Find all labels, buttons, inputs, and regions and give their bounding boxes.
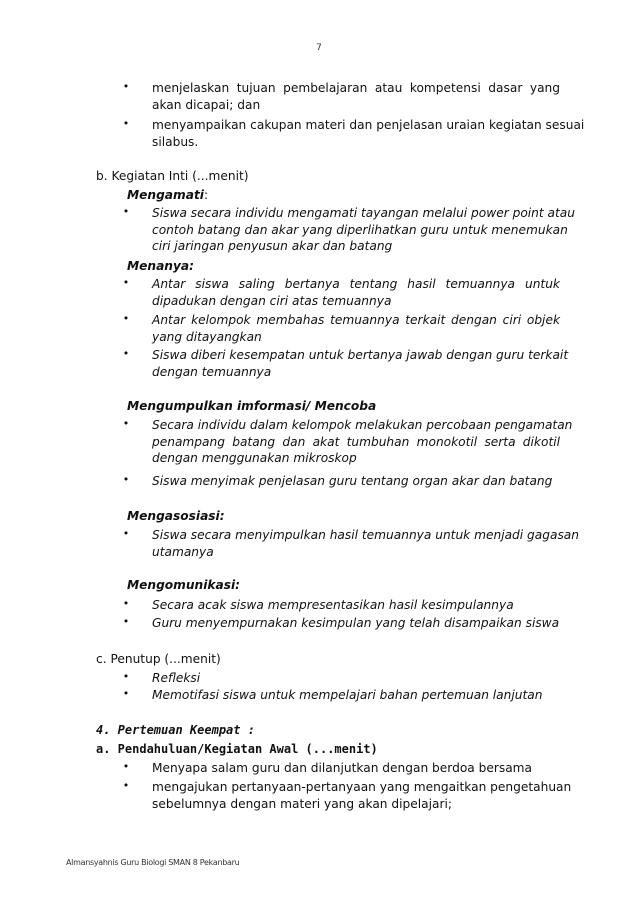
list-item-line: Secara acak siswa mempresentasikan hasil kesimpulannya — [152, 598, 514, 612]
list-item-line: Guru menyempurnakan kesimpulan yang telah disampaikan siswa — [152, 616, 560, 630]
pertemuan-heading: 4. Pertemuan Keempat : — [96, 723, 255, 737]
sub-heading-mengasosiasi: Mengasosiasi: — [127, 509, 225, 523]
list-item-line: Memotifasi siswa untuk mempelajari bahan pertemuan lanjutan — [152, 688, 543, 702]
bullet-icon: • — [122, 687, 130, 700]
list-item-line: sebelumnya dengan materi yang akan dipelajari; — [152, 796, 452, 811]
bullet-icon: • — [122, 760, 130, 773]
list-item-line: contoh batang dan akar yang diperlihatkan guru untuk menemukan — [152, 222, 568, 237]
bullet-icon: • — [122, 205, 130, 218]
bullet-icon: • — [122, 473, 130, 486]
list-item-line: Siswa menyimak penjelasan guru tentang organ akar dan batang — [152, 474, 553, 488]
bullet-icon: • — [122, 527, 130, 540]
bullet-icon: • — [122, 615, 130, 628]
pertemuan-sub-heading: a. Pendahuluan/Kegiatan Awal (...menit) — [96, 742, 378, 756]
bullet-icon: • — [122, 597, 130, 610]
bullet-icon: • — [122, 117, 130, 130]
list-item-line: Siswa secara menyimpulkan hasil temuannya untuk menjadi gagasan — [152, 528, 580, 542]
list-item-line: mengajukan pertanyaan-pertanyaan yang mengaitkan pengetahuan — [152, 780, 572, 794]
sub-heading-menanya: Menanya: — [127, 259, 195, 273]
list-item-line: Menyapa salam guru dan dilanjutkan dengan berdoa bersama — [152, 761, 533, 775]
list-item-line: dipadukan dengan ciri atas temuannya — [152, 293, 392, 308]
page-footer: Almansyahnis Guru Biologi SMAN 8 Pekanbaru — [66, 858, 240, 867]
section-heading-b: b. Kegiatan Inti (...menit) — [96, 169, 249, 183]
list-item-line: Secara individu dalam kelompok melakukan percobaan pengamatan — [152, 418, 573, 432]
list-item-line: dengan temuannya — [152, 364, 272, 379]
bullet-icon: • — [122, 347, 130, 360]
bullet-icon: • — [122, 276, 130, 289]
list-item-line: utamanya — [152, 544, 214, 559]
sub-heading-mengumpulkan: Mengumpulkan imformasi/ Mencoba — [127, 399, 377, 413]
bullet-icon: • — [122, 80, 130, 93]
list-item-line: akan dicapai; dan — [152, 97, 261, 112]
section-heading-c: c. Penutup (...menit) — [96, 652, 221, 666]
list-item-line: Antar siswa saling bertanya tentang hasil temuannya untuk — [152, 277, 560, 291]
bullet-icon: • — [122, 670, 130, 683]
list-item-line: silabus. — [152, 134, 199, 149]
list-item-line: ciri jaringan penyusun akar dan batang — [152, 239, 393, 253]
list-item-line: penampang batang dan akat tumbuhan monokotil serta dikotil — [152, 434, 560, 449]
bullet-icon: • — [122, 417, 130, 430]
list-item-line: menyampaikan cakupan materi dan penjelasan uraian kegiatan sesuai — [152, 118, 585, 132]
bullet-icon: • — [122, 779, 130, 792]
sub-heading-mengamati: Mengamati: — [127, 188, 209, 202]
list-item-line: Antar kelompok membahas temuannya terkait dengan ciri objek — [152, 313, 560, 327]
bullet-icon: • — [122, 312, 130, 325]
list-item-line: Siswa secara individu mengamati tayangan melalui power point atau — [152, 206, 575, 220]
sub-heading-mengomunikasi: Mengomunikasi: — [127, 578, 241, 592]
list-item-line: Refleksi — [152, 671, 201, 685]
page-number: 7 — [316, 43, 322, 53]
list-item-line: Siswa diberi kesempatan untuk bertanya jawab dengan guru terkait — [152, 348, 569, 362]
list-item-line: yang ditayangkan — [152, 329, 262, 344]
list-item-line: dengan menggunakan mikroskop — [152, 451, 357, 465]
list-item-line: menjelaskan tujuan pembelajaran atau kompetensi dasar yang — [152, 81, 560, 95]
